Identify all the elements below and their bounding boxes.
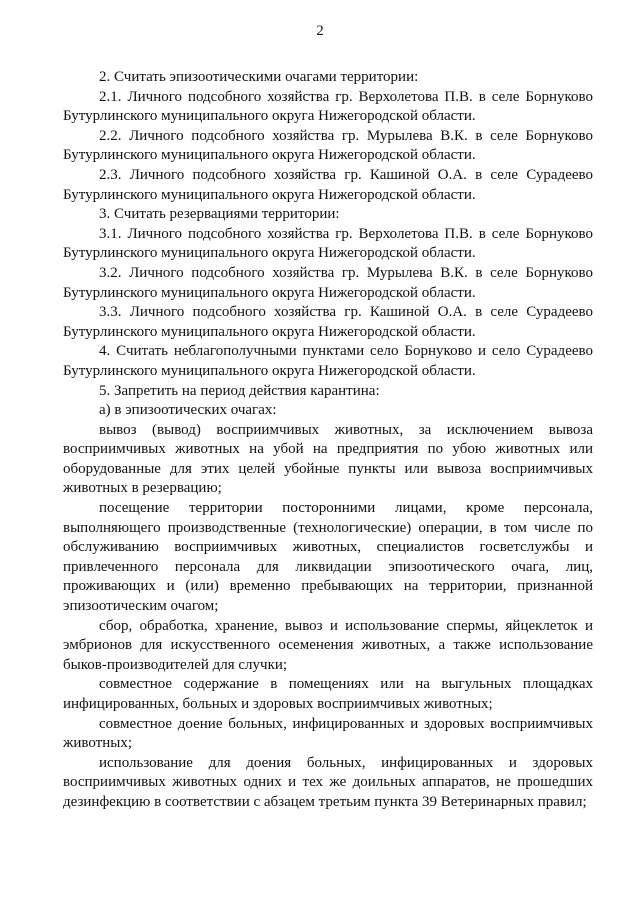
paragraph-ban-milking-machines: использование для доения больных, инфицированных и здоровых восприимчивых животных одних и тех же доильных аппаратов, не прошедших дезинфекцию в соответствии с абзацем третьим пункта 39 Ветеринарных правил;: [63, 754, 593, 810]
paragraph-ban-joint-milking: совместное доение больных, инфицированных и здоровых восприимчивых животных;: [63, 715, 593, 752]
paragraph-item-3-1: 3.1. Личного подсобного хозяйства гр. Верхолетова П.В. в селе Борнуково Бутурлинского муниципального округа Нижегородской области.: [63, 225, 593, 262]
paragraph-ban-removal: вывоз (вывод) восприимчивых животных, за исключением вывоза восприимчивых животных на убой на предприятия по убою животных или оборудованные для этих целей убойные пункты или вывоза восприимчивых животных в резервацию;: [63, 421, 593, 497]
page-number: 2: [316, 23, 324, 39]
paragraph-item-2-3: 2.3. Личного подсобного хозяйства гр. Кашиной О.А. в селе Сурадеево Бутурлинского муниципального округа Нижегородской области.: [63, 166, 593, 203]
paragraph-ban-joint-keeping: совместное содержание в помещениях или на выгульных площадках инфицированных, больных и здоровых восприимчивых животных;: [63, 676, 593, 712]
paragraph-item-2-1: 2.1. Личного подсобного хозяйства гр. Верхолетова П.В. в селе Борнуково Бутурлинского муниципального округа Нижегородской области.: [63, 88, 593, 125]
paragraph-item-5: 5. Запретить на период действия карантина:: [99, 382, 380, 399]
paragraph-item-3-2: 3.2. Личного подсобного хозяйства гр. Мурылева В.К. в селе Борнуково Бутурлинского муниципального округа Нижегородской области.: [63, 264, 593, 301]
paragraph-item-2-2: 2.2. Личного подсобного хозяйства гр. Мурылева В.К. в селе Борнуково Бутурлинского муниципального округа Нижегородской области.: [63, 127, 593, 164]
paragraph-item-3: 3. Считать резервациями территории:: [99, 206, 340, 223]
paragraph-item-4: 4. Считать неблагополучными пунктами село Борнуково и село Сурадеево Бутурлинского муниципального округа Нижегородской области.: [63, 343, 593, 379]
paragraph-subitem-a: а) в эпизоотических очагах:: [99, 402, 277, 419]
paragraph-item-2: 2. Считать эпизоотическими очагами территории:: [99, 69, 419, 85]
paragraph-ban-visiting: посещение территории посторонними лицами, кроме персонала, выполняющего производственные (технологические) операции, в том числе по обслуживанию восприимчивых животных, специалистов госветслужбы и привлеченного персонала для ликвидации эпизоотического очага, лиц, проживающих и (или) временно пребывающих на территории, признанной эпизоотическим очагом;: [63, 500, 593, 615]
document-body: [63, 68, 593, 813]
paragraph-ban-semen: сбор, обработка, хранение, вывоз и использование спермы, яйцеклеток и эмбрионов для искусственного осеменения животных, а также использование быков-производителей для случки;: [63, 617, 593, 673]
paragraph-item-3-3: 3.3. Личного подсобного хозяйства гр. Кашиной О.А. в селе Сурадеево Бутурлинского муниципального округа Нижегородской области.: [63, 304, 593, 340]
